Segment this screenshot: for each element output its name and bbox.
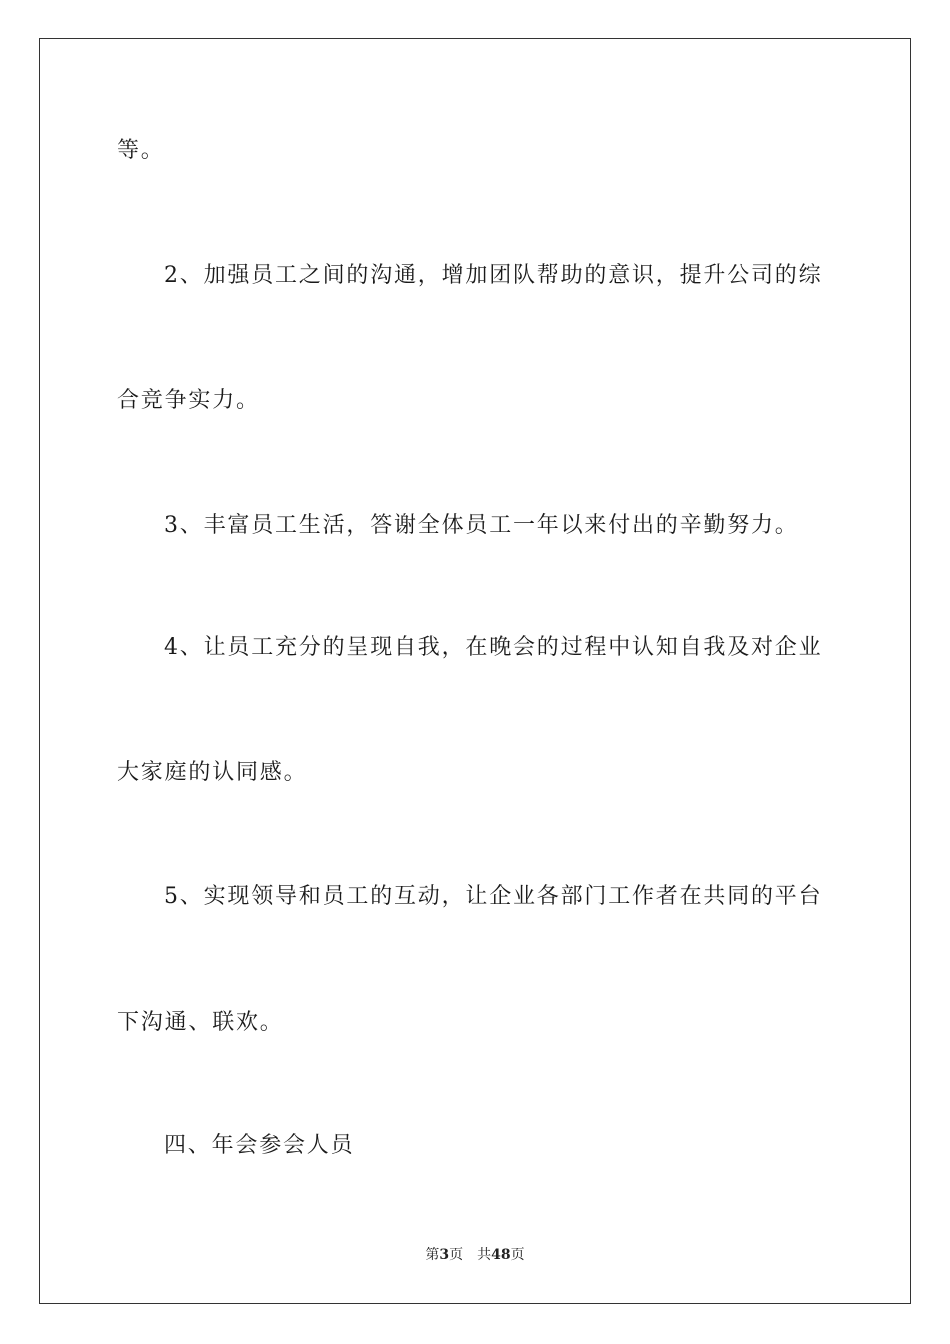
footer-total-suffix: 页 bbox=[510, 1247, 525, 1263]
text-line-8: 下沟通、联欢。 bbox=[117, 1010, 284, 1035]
text-line-5: 4、让员工充分的呈现自我，在晚会的过程中认知自我及对企业 bbox=[164, 635, 823, 660]
text-line-2: 2、加强员工之间的沟通，增加团队帮助的意识，提升公司的综 bbox=[164, 263, 823, 288]
footer-page-number: 3 bbox=[439, 1247, 450, 1263]
page-border bbox=[39, 38, 911, 1304]
text-line-6: 大家庭的认同感。 bbox=[117, 760, 308, 785]
section-heading: 四、年会参会人员 bbox=[164, 1133, 355, 1158]
text-line-7: 5、实现领导和员工的互动，让企业各部门工作者在共同的平台 bbox=[164, 884, 823, 909]
text-line-3: 合竞争实力。 bbox=[117, 388, 260, 413]
page-footer bbox=[0, 1245, 950, 1265]
footer-total-pages: 48 bbox=[491, 1247, 511, 1263]
text-line-1: 等。 bbox=[117, 138, 165, 163]
footer-total-prefix: 共 bbox=[477, 1247, 492, 1263]
footer-page-suffix: 页 bbox=[449, 1247, 464, 1263]
footer-page-prefix: 第 bbox=[425, 1247, 440, 1263]
text-line-4: 3、丰富员工生活，答谢全体员工一年以来付出的辛勤努力。 bbox=[164, 513, 799, 538]
